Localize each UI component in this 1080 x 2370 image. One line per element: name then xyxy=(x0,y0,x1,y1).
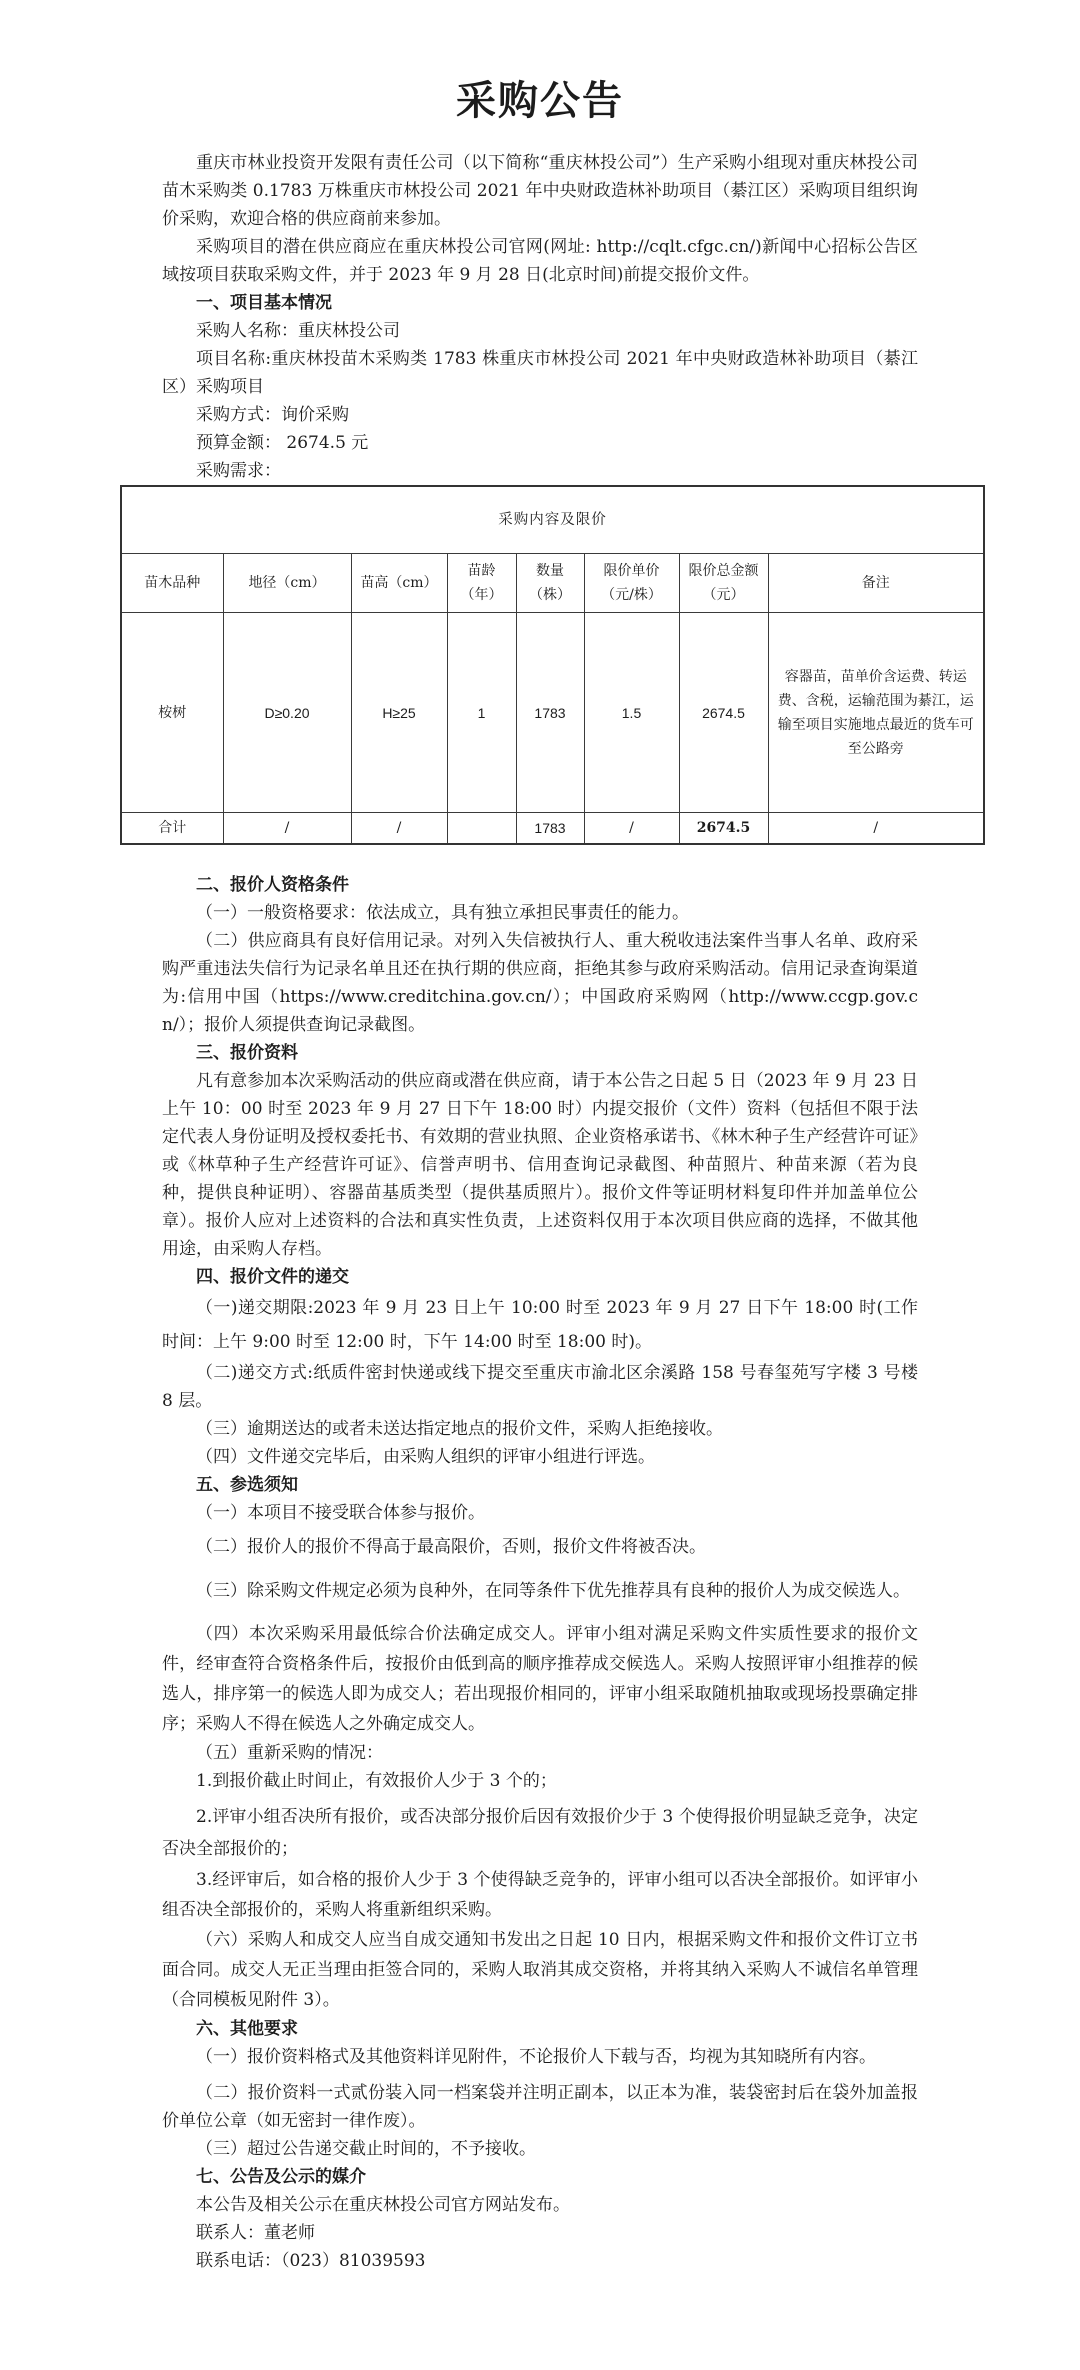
qualification-item-1: （一）一般资格要求：依法成立，具有独立承担民事责任的能力。 xyxy=(196,903,689,923)
notice-item-5: （五）重新采购的情况： xyxy=(196,1743,383,1763)
notice-item-3: （三）除采购文件规定必须为良种外，在同等条件下优先推荐具有良种的报价人为成交候选人。 xyxy=(196,1581,910,1601)
section-other-heading: 六、其他要求 xyxy=(196,2019,298,2039)
col-header-quantity: 数量（株） xyxy=(516,554,584,613)
table-row xyxy=(121,613,984,813)
submission-item-3: （三）逾期送达的或者未送达指定地点的报价文件，采购人拒绝接收。 xyxy=(196,1419,723,1439)
price-table xyxy=(120,485,985,845)
contact-phone: 联系电话：（023）81039593 xyxy=(196,2251,426,2271)
other-item-3: （三）超过公告递交截止时间的，不予接收。 xyxy=(196,2139,536,2159)
col-header-height: 苗高（cm） xyxy=(351,554,447,613)
budget-amount: 预算金额： 2674.5 元 xyxy=(196,433,369,453)
total-label: 合计 xyxy=(121,813,223,845)
total-quantity: 1783 xyxy=(516,813,584,845)
total-diameter: / xyxy=(223,813,351,845)
section-submission-heading: 四、报价文件的递交 xyxy=(196,1267,349,1287)
col-header-species: 苗木品种 xyxy=(121,554,223,613)
cell-species: 桉树 xyxy=(121,613,223,813)
intro-paragraph-1: 重庆市林业投资开发限有责任公司（以下简称“重庆林投公司”）生产采购小组现对重庆林投公司苗木采购类 0.1783 万株重庆市林投公司 2021 年中央财政造林补助项目（綦江区）采购项目组织询价采购，欢迎合格的供应商前来参加。 xyxy=(162,153,918,229)
submission-item-4: （四）文件递交完毕后，由采购人组织的评审小组进行评选。 xyxy=(196,1447,655,1467)
submission-item-1: （一)递交期限:2023 年 9 月 23 日上午 10:00 时至 2023 年 9 月 27 日下午 18:00 时(工作时间：上午 9:00 时至 12:00 时，下午 14:00 时至 18:00 时)。 xyxy=(162,1298,918,1352)
col-header-total-price: 限价总金额（元） xyxy=(679,554,768,613)
notice-item-7: 2.评审小组否决所有报价，或否决部分报价后因有效报价少于 3 个使得报价明显缺乏竞争，决定否决全部报价的； xyxy=(162,1807,918,1859)
qualification-item-2: （二）供应商具有良好信用记录。对列入失信被执行人、重大税收违法案件当事人名单、政府采购严重违法失信行为记录名单且还在执行期的供应商，拒绝其参与政府采购活动。信用记录查询渠道为:信用中国（https://www.creditchina.gov.cn/）；中国政府采购网（http://www.ccgp.gov.cn/）；报价人须提供查询记录截图。 xyxy=(162,931,918,1035)
section-basic-heading: 一、项目基本情况 xyxy=(196,293,332,313)
table-caption-row xyxy=(121,486,984,554)
document-title: 采购公告 xyxy=(456,77,624,124)
notice-item-6: 1.到报价截止时间止，有效报价人少于 3 个的； xyxy=(196,1771,557,1791)
intro-paragraph-2: 采购项目的潜在供应商应在重庆林投公司官网(网址: http://cqlt.cfgc.cn/)新闻中心招标公告区域按项目获取采购文件，并于 2023 年 9 月 28 日(北京时间)前提交报价文件。 xyxy=(162,237,918,285)
cell-height: H≥25 xyxy=(351,613,447,813)
notice-item-9: （六）采购人和成交人应当自成交通知书发出之日起 10 日内，根据采购文件和报价文件订立书面合同。成交人无正当理由拒签合同的，采购人取消其成交资格，并将其纳入采购人不诚信名单管理（合同模板见附件 3）。 xyxy=(162,1930,918,2010)
col-header-remark: 备注 xyxy=(768,554,984,613)
notice-item-4: （四）本次采购采用最低综合价法确定成交人。评审小组对满足采购文件实质性要求的报价文件，经审查符合资格条件后，按报价由低到高的顺序推荐成交候选人。采购人按照评审小组推荐的候选人，排序第一的候选人即为成交人；若出现报价相同的，评审小组采取随机抽取或现场投票确定排序；采购人不得在候选人之外确定成交人。 xyxy=(162,1624,918,1734)
total-remark: / xyxy=(768,813,984,845)
cell-quantity: 1783 xyxy=(516,613,584,813)
demand-label: 采购需求： xyxy=(196,461,281,481)
materials-paragraph: 凡有意参加本次采购活动的供应商或潜在供应商，请于本公告之日起 5 日（2023 年 9 月 23 日上午 10：00 时至 2023 年 9 月 27 日下午 18:00 时）内提交报价（文件）资料（包括但不限于法定代表人身份证明及授权委托书、有效期的营业执照、企业资格承诺书、《林木种子生产经营许可证》或《林草种子生产经营许可证》、信誉声明书、信用查询记录截图、种苗照片、种苗来源（若为良种，提供良种证明）、容器苗基质类型（提供基质照片）。报价文件等证明材料复印件并加盖单位公章）。报价人应对上述资料的合法和真实性负责，上述资料仅用于本次项目供应商的选择，不做其他用途，由采购人存档。 xyxy=(162,1071,918,1259)
cell-unit-price: 1.5 xyxy=(584,613,679,813)
other-item-1: （一）报价资料格式及其他资料详见附件，不论报价人下载与否，均视为其知晓所有内容。 xyxy=(196,2047,876,2067)
total-height: / xyxy=(351,813,447,845)
project-name: 项目名称:重庆林投苗木采购类 1783 株重庆市林投公司 2021 年中央财政造林补助项目（綦江区）采购项目 xyxy=(162,349,918,397)
total-unit-price: / xyxy=(584,813,679,845)
submission-item-2: （二)递交方式:纸质件密封快递或线下提交至重庆市渝北区余溪路 158 号春玺苑写字楼 3 号楼 8 层。 xyxy=(162,1363,918,1411)
col-header-unit-price: 限价单价（元/株） xyxy=(584,554,679,613)
cell-diameter: D≥0.20 xyxy=(223,613,351,813)
total-total-price: 2674.5 xyxy=(679,813,768,845)
notice-item-2: （二）报价人的报价不得高于最高限价，否则，报价文件将被否决。 xyxy=(196,1537,706,1557)
col-header-diameter: 地径（cm） xyxy=(223,554,351,613)
section-qualification-heading: 二、报价人资格条件 xyxy=(196,875,349,895)
notice-item-1: （一）本项目不接受联合体参与报价。 xyxy=(196,1503,485,1523)
table-header-row xyxy=(121,554,984,613)
table-caption: 采购内容及限价 xyxy=(121,486,984,554)
other-item-2: （二）报价资料一式贰份装入同一档案袋并注明正副本，以正本为准，装袋密封后在袋外加盖报价单位公章（如无密封一律作废）。 xyxy=(162,2083,918,2131)
table-total-row xyxy=(121,813,984,845)
section-materials-heading: 三、报价资料 xyxy=(196,1043,298,1063)
cell-age: 1 xyxy=(447,613,516,813)
section-notice-heading: 五、参选须知 xyxy=(196,1475,298,1495)
media-statement: 本公告及相关公示在重庆林投公司官方网站发布。 xyxy=(196,2195,570,2215)
cell-remark: 容器苗，苗单价含运费、转运费、含税，运输范围为綦江，运输至项目实施地点最近的货车可至公路旁 xyxy=(768,613,984,813)
section-media-heading: 七、公告及公示的媒介 xyxy=(196,2167,366,2187)
contact-person: 联系人：董老师 xyxy=(196,2223,315,2243)
notice-item-8: 3.经评审后，如合格的报价人少于 3 个使得缺乏竞争的，评审小组可以否决全部报价。如评审小组否决全部报价的，采购人将重新组织采购。 xyxy=(162,1870,918,1920)
procurement-method: 采购方式：询价采购 xyxy=(196,405,349,425)
cell-total-price: 2674.5 xyxy=(679,613,768,813)
total-age xyxy=(447,813,516,845)
col-header-age: 苗龄（年） xyxy=(447,554,516,613)
buyer-name: 采购人名称：重庆林投公司 xyxy=(196,321,400,341)
